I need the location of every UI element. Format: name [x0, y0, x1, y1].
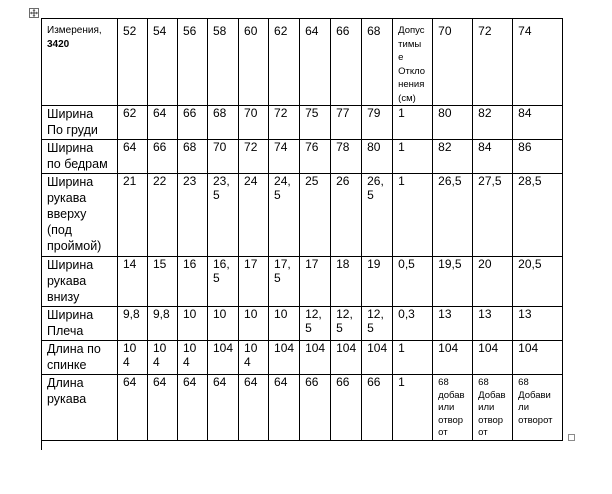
table-cell[interactable]: 10 4: [148, 341, 178, 375]
row-label-cell[interactable]: Ширина по бедрам: [42, 140, 118, 174]
table-cell[interactable]: 26,5: [433, 174, 473, 257]
tolerance-cell[interactable]: 1: [393, 106, 433, 140]
text-cursor: [41, 436, 42, 450]
table-cell[interactable]: 64: [208, 375, 239, 441]
table-cell[interactable]: 17, 5: [269, 257, 300, 307]
table-cell[interactable]: 9,8: [148, 307, 178, 341]
table-cell[interactable]: 25: [300, 174, 331, 257]
tolerance-cell[interactable]: 0,5: [393, 257, 433, 307]
table-cell[interactable]: 104: [513, 341, 563, 375]
table-cell[interactable]: 104: [331, 341, 362, 375]
header-size-cell[interactable]: 64: [300, 19, 331, 106]
table-cell[interactable]: 16: [178, 257, 208, 307]
header-size-cell[interactable]: 74: [513, 19, 563, 106]
header-size-cell[interactable]: 66: [331, 19, 362, 106]
table-cell[interactable]: 86: [513, 140, 563, 174]
table-cell[interactable]: 10 4: [118, 341, 148, 375]
table-cell[interactable]: 72: [269, 106, 300, 140]
row-label-cell[interactable]: Ширина рукава вверху (под проймой): [42, 174, 118, 257]
table-cell[interactable]: 17: [239, 257, 269, 307]
tolerance-cell[interactable]: 1: [393, 140, 433, 174]
table-cell[interactable]: 66: [362, 375, 393, 441]
header-size-cell[interactable]: 58: [208, 19, 239, 106]
table-cell[interactable]: 19,5: [433, 257, 473, 307]
table-cell[interactable]: 66: [331, 375, 362, 441]
row-label-cell[interactable]: Ширина Плеча: [42, 307, 118, 341]
header-size-cell[interactable]: 54: [148, 19, 178, 106]
table-cell[interactable]: 62: [118, 106, 148, 140]
row-label-cell[interactable]: Длина рукава: [42, 375, 118, 441]
tolerance-cell[interactable]: 1: [393, 341, 433, 375]
table-cell[interactable]: 104: [269, 341, 300, 375]
tolerance-cell[interactable]: 1: [393, 174, 433, 257]
table-cell[interactable]: 104: [473, 341, 513, 375]
table-cell[interactable]: 70: [208, 140, 239, 174]
table-cell[interactable]: 21: [118, 174, 148, 257]
table-cell[interactable]: 68: [208, 106, 239, 140]
table-cell[interactable]: 15: [148, 257, 178, 307]
table-cell[interactable]: 17: [300, 257, 331, 307]
table-row: [42, 257, 563, 307]
header-tolerance-cell[interactable]: Допус тимы е Откло нения (см): [393, 19, 433, 106]
table-resize-handle[interactable]: [568, 434, 575, 441]
table-cell[interactable]: 104: [362, 341, 393, 375]
table-move-handle-icon[interactable]: [29, 8, 39, 18]
table-cell[interactable]: 10: [239, 307, 269, 341]
table-cell[interactable]: 26: [331, 174, 362, 257]
table-cell[interactable]: 104: [433, 341, 473, 375]
header-size-cell[interactable]: 70: [433, 19, 473, 106]
table-cell[interactable]: 104: [208, 341, 239, 375]
table-cell[interactable]: 13: [513, 307, 563, 341]
table-cell[interactable]: 12, 5: [362, 307, 393, 341]
table-cell[interactable]: 77: [331, 106, 362, 140]
table-cell[interactable]: 84: [513, 106, 563, 140]
table-cell[interactable]: 68: [178, 140, 208, 174]
table-cell[interactable]: 13: [433, 307, 473, 341]
table-cell[interactable]: 23: [178, 174, 208, 257]
table-cell[interactable]: 10 4: [239, 341, 269, 375]
table-cell[interactable]: 68 Добави ли отворот: [513, 375, 563, 441]
table-cell[interactable]: 24, 5: [269, 174, 300, 257]
table-cell[interactable]: 22: [148, 174, 178, 257]
table-cell[interactable]: 74: [269, 140, 300, 174]
table-row: [42, 307, 563, 341]
table-cell[interactable]: 64: [269, 375, 300, 441]
table-cell[interactable]: 27,5: [473, 174, 513, 257]
table-cell[interactable]: 66: [300, 375, 331, 441]
table-cell[interactable]: 80: [362, 140, 393, 174]
table-cell[interactable]: 76: [300, 140, 331, 174]
table-cell[interactable]: 23, 5: [208, 174, 239, 257]
row-label-cell[interactable]: Ширина рукава внизу: [42, 257, 118, 307]
header-size-cell[interactable]: 72: [473, 19, 513, 106]
table-cell[interactable]: 28,5: [513, 174, 563, 257]
row-label-cell[interactable]: Ширина По груди: [42, 106, 118, 140]
table-cell[interactable]: 24: [239, 174, 269, 257]
table-cell[interactable]: 20,5: [513, 257, 563, 307]
table-cell[interactable]: 64: [118, 375, 148, 441]
table-cell[interactable]: 13: [473, 307, 513, 341]
header-size-cell[interactable]: 60: [239, 19, 269, 106]
size-chart-table: [41, 18, 563, 441]
table-cell[interactable]: 66: [148, 140, 178, 174]
table-cell[interactable]: 82: [433, 140, 473, 174]
table-cell[interactable]: 16, 5: [208, 257, 239, 307]
table-cell[interactable]: 64: [239, 375, 269, 441]
table-cell[interactable]: 10 4: [178, 341, 208, 375]
header-size-cell[interactable]: 56: [178, 19, 208, 106]
table-cell[interactable]: 64: [118, 140, 148, 174]
table-cell[interactable]: 68 Добав или отвор от: [473, 375, 513, 441]
table-cell[interactable]: 78: [331, 140, 362, 174]
table-cell[interactable]: 14: [118, 257, 148, 307]
table-cell[interactable]: 64: [148, 375, 178, 441]
table-cell[interactable]: 20: [473, 257, 513, 307]
table-cell[interactable]: 75: [300, 106, 331, 140]
table-cell[interactable]: 10: [208, 307, 239, 341]
table-cell[interactable]: 80: [433, 106, 473, 140]
table-cell[interactable]: 84: [473, 140, 513, 174]
table-cell[interactable]: 12, 5: [331, 307, 362, 341]
table-cell[interactable]: 19: [362, 257, 393, 307]
header-label-text: Измерения,: [47, 25, 102, 36]
table-row: [42, 341, 563, 375]
table-row: [42, 174, 563, 257]
table-cell[interactable]: 10: [178, 307, 208, 341]
table-cell[interactable]: 104: [300, 341, 331, 375]
table-row: [42, 140, 563, 174]
table-cell[interactable]: 64: [148, 106, 178, 140]
header-size-cell[interactable]: 62: [269, 19, 300, 106]
table-row: [42, 375, 563, 441]
header-model-number: 3420: [47, 39, 70, 50]
table-row: [42, 106, 563, 140]
table-cell[interactable]: 10: [269, 307, 300, 341]
table-cell[interactable]: 18: [331, 257, 362, 307]
table-cell[interactable]: 82: [473, 106, 513, 140]
tolerance-cell[interactable]: 1: [393, 375, 433, 441]
tolerance-cell[interactable]: 0,3: [393, 307, 433, 341]
table-cell[interactable]: 26, 5: [362, 174, 393, 257]
table-cell[interactable]: 9,8: [118, 307, 148, 341]
table-cell[interactable]: 79: [362, 106, 393, 140]
header-row: [42, 19, 563, 106]
table-cell[interactable]: 66: [178, 106, 208, 140]
table-cell[interactable]: 12, 5: [300, 307, 331, 341]
row-label-cell[interactable]: Длина по спинке: [42, 341, 118, 375]
table-cell[interactable]: 72: [239, 140, 269, 174]
header-size-cell[interactable]: 52: [118, 19, 148, 106]
table-cell[interactable]: 68 добав или отвор от: [433, 375, 473, 441]
table-cell[interactable]: 64: [178, 375, 208, 441]
header-size-cell[interactable]: 68: [362, 19, 393, 106]
table-cell[interactable]: 70: [239, 106, 269, 140]
header-label-cell[interactable]: [42, 19, 118, 106]
